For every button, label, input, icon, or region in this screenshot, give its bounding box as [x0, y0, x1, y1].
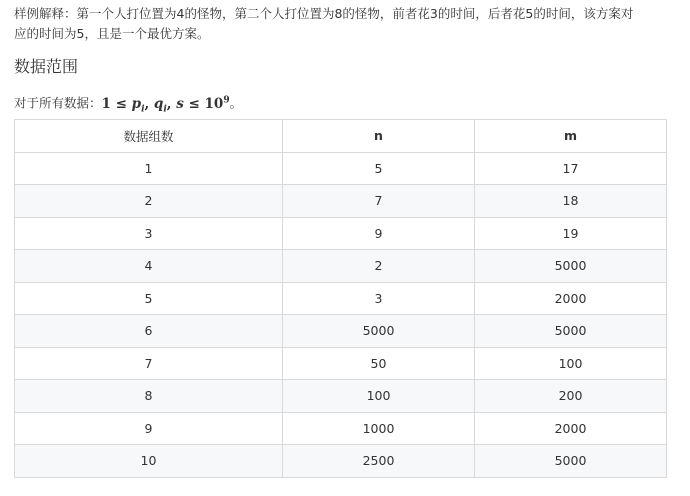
cell-m: 18	[475, 185, 667, 218]
cell-n: 2500	[283, 445, 475, 478]
cell-m: 100	[475, 347, 667, 380]
cell-n: 5	[283, 152, 475, 185]
formula-sub-i-2: i	[163, 104, 167, 115]
sample-explanation	[14, 4, 682, 44]
cell-m: 5000	[475, 315, 667, 348]
cell-n: 1000	[283, 412, 475, 445]
table-row	[15, 347, 667, 380]
cell-group: 5	[15, 282, 283, 315]
table-row	[15, 250, 667, 283]
cell-m: 2000	[475, 412, 667, 445]
table-row	[15, 217, 667, 250]
cell-n: 100	[283, 380, 475, 413]
data-range-table	[14, 119, 667, 478]
formula-comma-1: ,	[144, 95, 150, 112]
explanation-line-1: 样例解释：第一个人打位置为4的怪物，第二个人打位置为8的怪物，前者花3的时间，后者花5的时间，该方案对	[14, 6, 634, 21]
formula-q: q	[153, 95, 164, 112]
cell-m: 2000	[475, 282, 667, 315]
cell-n: 3	[283, 282, 475, 315]
cell-n: 2	[283, 250, 475, 283]
formula-s: s	[176, 95, 184, 112]
cell-group: 6	[15, 315, 283, 348]
cell-n: 7	[283, 185, 475, 218]
cell-group: 1	[15, 152, 283, 185]
table-header-row	[15, 120, 667, 153]
cell-m: 19	[475, 217, 667, 250]
table-row	[15, 185, 667, 218]
table-row	[15, 380, 667, 413]
cell-group: 10	[15, 445, 283, 478]
formula-leq-2: ≤	[188, 95, 200, 112]
header-n: n	[283, 120, 475, 153]
cell-m: 5000	[475, 250, 667, 283]
table-row	[15, 412, 667, 445]
cell-group: 4	[15, 250, 283, 283]
formula-leq-1: ≤	[115, 95, 127, 112]
constraint-prefix: 对于所有数据：	[14, 95, 102, 111]
cell-group: 7	[15, 347, 283, 380]
cell-m: 5000	[475, 445, 667, 478]
table-row	[15, 445, 667, 478]
section-title: 数据范围	[14, 57, 79, 76]
cell-group: 3	[15, 217, 283, 250]
explanation-line-2: 应的时间为5，且是一个最优方案。	[14, 26, 210, 41]
cell-n: 9	[283, 217, 475, 250]
table-row	[15, 152, 667, 185]
formula-exponent: 9	[223, 95, 230, 105]
constraint-formula	[101, 95, 230, 115]
formula-sub-i-1: i	[141, 104, 145, 115]
cell-m: 17	[475, 152, 667, 185]
formula-one: 1	[101, 95, 111, 112]
cell-group: 9	[15, 412, 283, 445]
header-group-count: 数据组数	[15, 120, 283, 153]
formula-comma-2: ,	[166, 95, 172, 112]
cell-group: 2	[15, 185, 283, 218]
table-row	[15, 282, 667, 315]
constraint-suffix: 。	[229, 95, 243, 111]
header-m: m	[475, 120, 667, 153]
cell-m: 200	[475, 380, 667, 413]
formula-base: 10	[204, 95, 224, 112]
cell-n: 50	[283, 347, 475, 380]
data-constraint	[14, 90, 242, 119]
cell-n: 5000	[283, 315, 475, 348]
formula-p: p	[131, 95, 142, 112]
cell-group: 8	[15, 380, 283, 413]
table-row	[15, 315, 667, 348]
